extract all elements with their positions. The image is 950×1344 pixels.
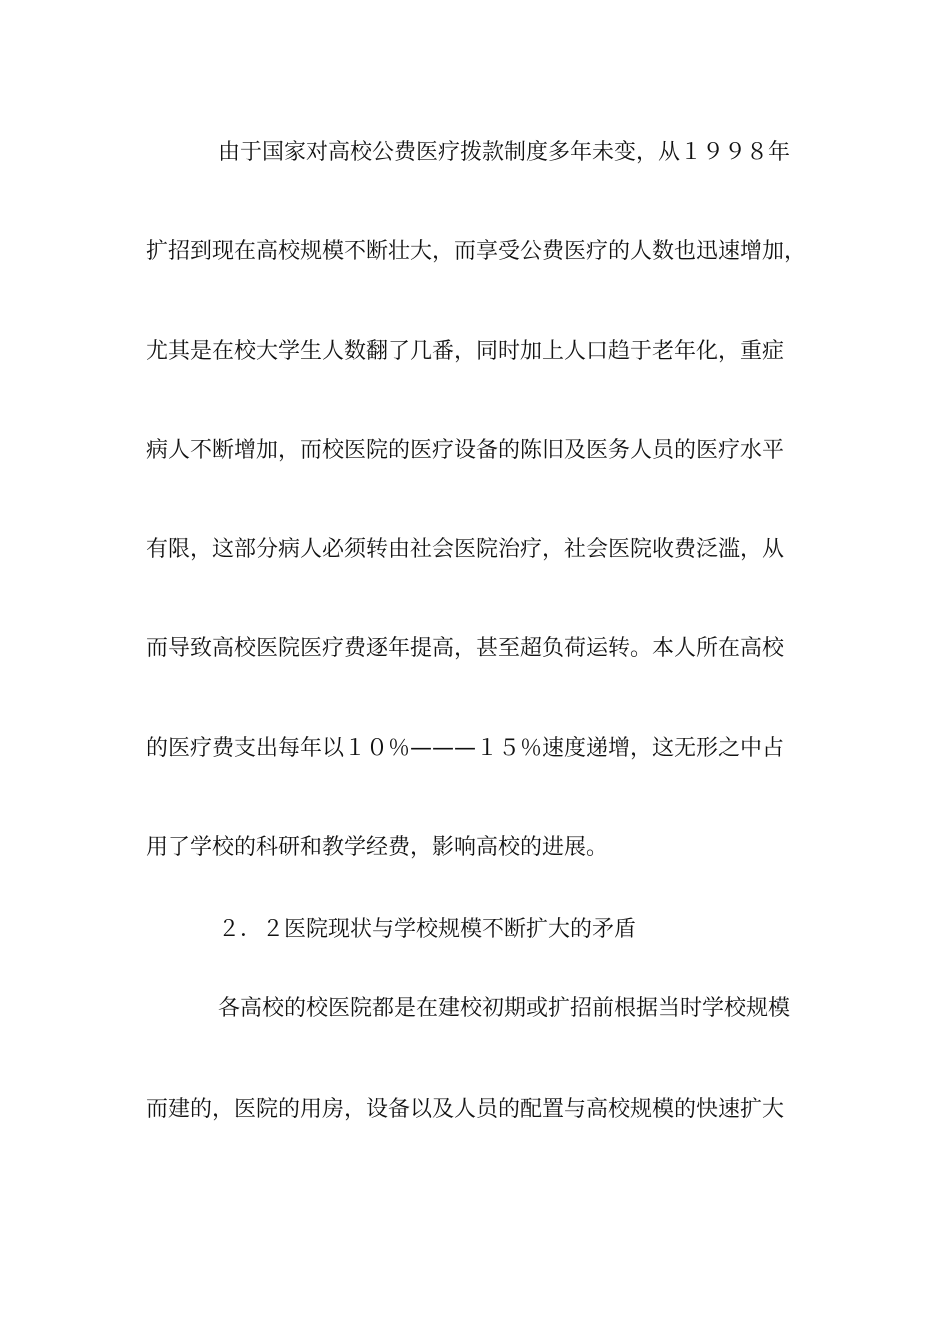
- paragraph-1-line-7: 的医疗费支出每年以１０％———１５％速度递增，这无形之中占: [146, 736, 785, 761]
- paragraph-1-line-4: 病人不断增加，而校医院的医疗设备的陈旧及医务人员的医疗水平: [146, 438, 785, 463]
- paragraph-1-line-6: 而导致高校医院医疗费逐年提高，甚至超负荷运转。本人所在高校: [146, 636, 785, 661]
- paragraph-1-line-1: 由于国家对高校公费医疗拨款制度多年未变，从１９９８年: [218, 140, 791, 165]
- paragraph-2-line-2: 而建的，医院的用房，设备以及人员的配置与高校规模的快速扩大: [146, 1097, 785, 1122]
- paragraph-1-line-3: 尤其是在校大学生人数翻了几番，同时加上人口趋于老年化，重症: [146, 339, 785, 364]
- paragraph-2-line-1: 各高校的校医院都是在建校初期或扩招前根据当时学校规模: [218, 996, 791, 1021]
- paragraph-1-line-5: 有限，这部分病人必须转由社会医院治疗，社会医院收费泛滥，从: [146, 537, 785, 562]
- section-heading: ２．２医院现状与学校规模不断扩大的矛盾: [218, 917, 637, 942]
- paragraph-1-line-2: 扩招到现在高校规模不断壮大，而享受公费医疗的人数也迅速增加，: [146, 239, 807, 264]
- paragraph-1-line-8: 用了学校的科研和教学经费，影响高校的进展。: [146, 835, 609, 860]
